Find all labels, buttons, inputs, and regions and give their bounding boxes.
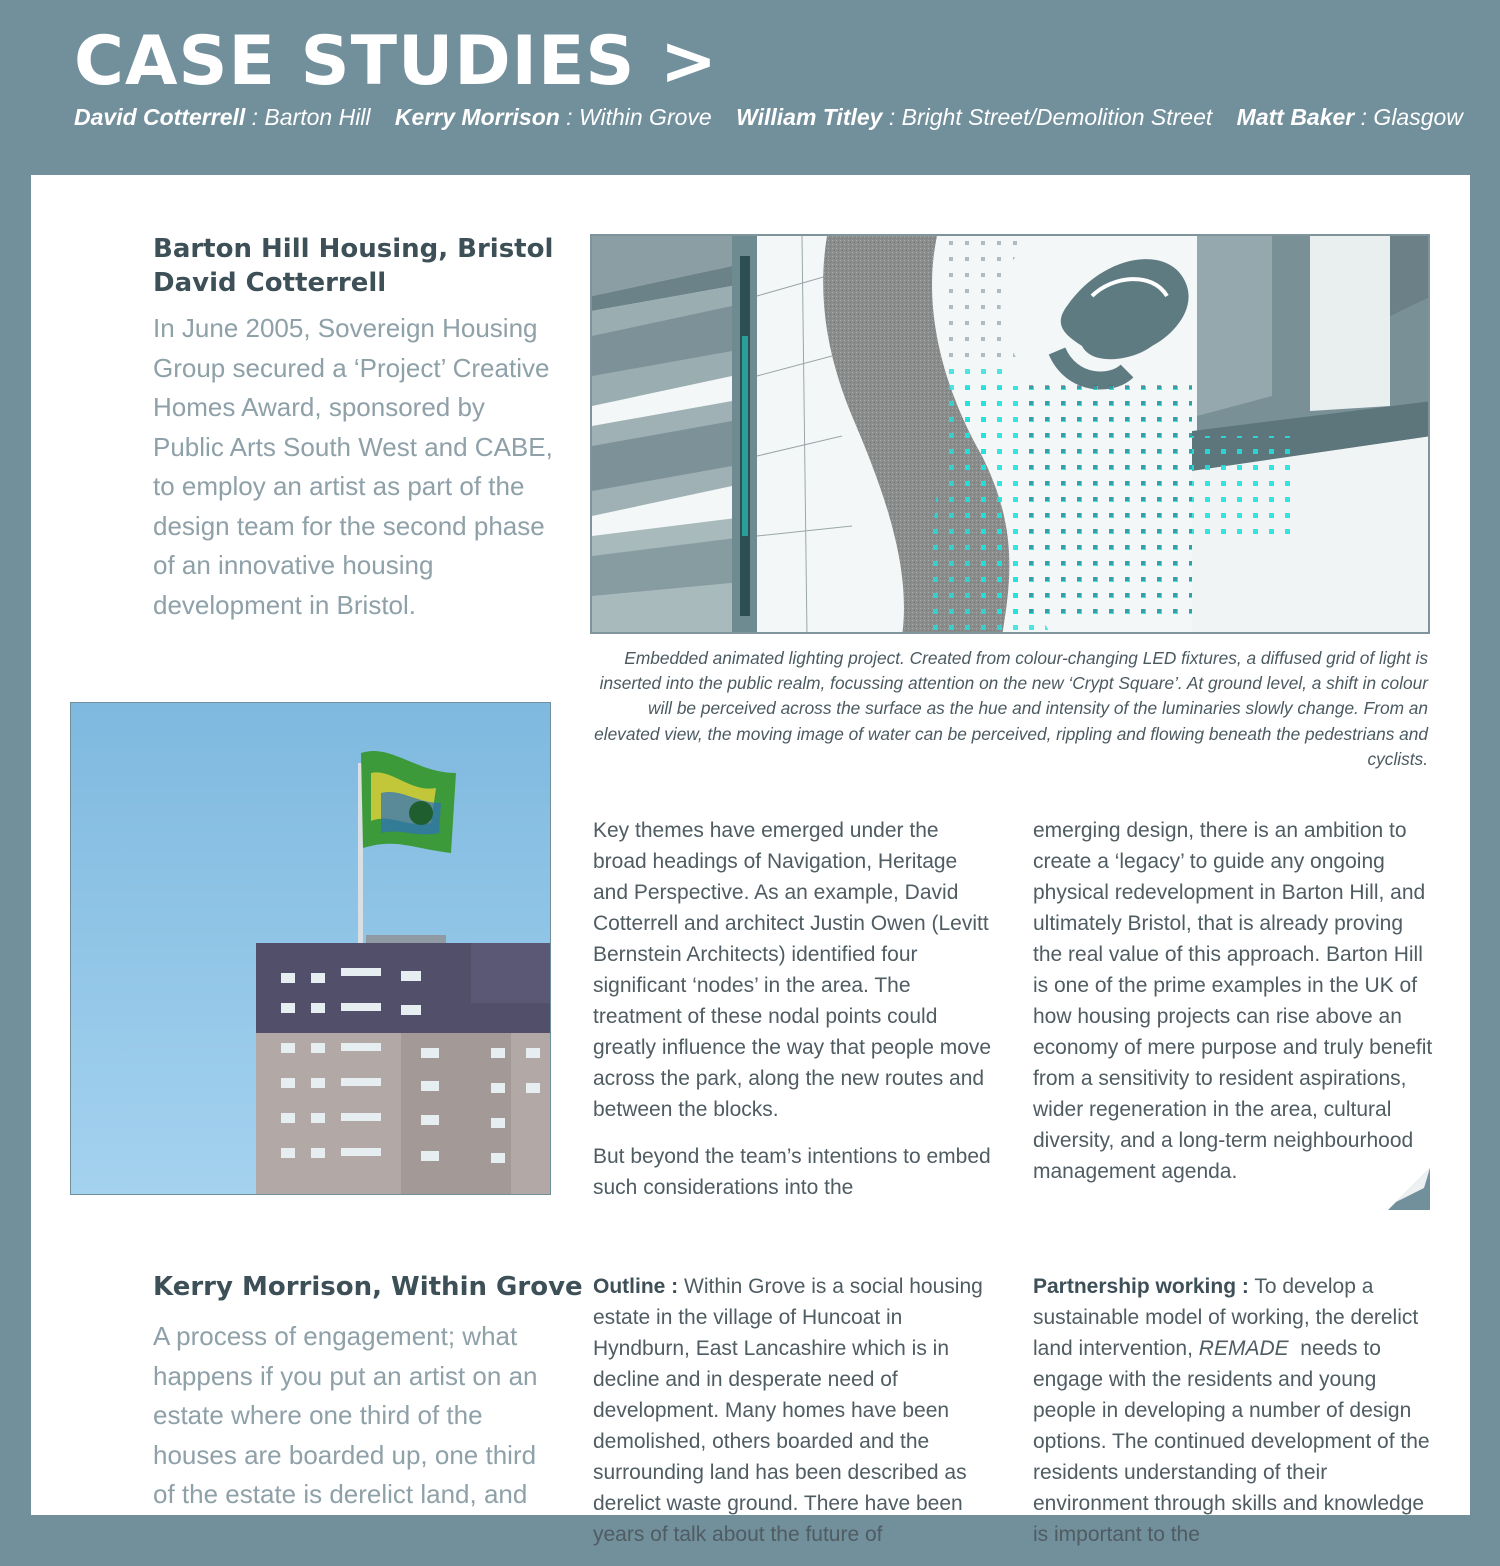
section-heading-barton-hill <box>153 232 553 300</box>
nav-link-place: : Bright Street/Demolition Street <box>882 104 1213 130</box>
outline-label: Outline : <box>593 1275 679 1298</box>
page-title: CASE STUDIES > <box>74 22 719 101</box>
page-curl-icon <box>1388 1168 1430 1210</box>
barton-body-column-2 <box>1033 815 1433 1203</box>
barton-intro-text: In June 2005, Sovereign Housing Group secured a ‘Project’ Creative Homes Award, sponsored by Public Arts South West and CABE, to employ an artist as part of the design team for the second phase of an innovative housing development in Bristol. <box>153 313 553 620</box>
nav-link-name: Matt Baker <box>1236 104 1355 130</box>
within-partnership-column <box>1033 1271 1436 1566</box>
partnership-paragraph <box>1033 1271 1436 1550</box>
nav-link-cotterrell[interactable] <box>74 104 371 130</box>
nav-link-baker[interactable] <box>1237 104 1463 130</box>
barton-body-paragraph: Key themes have emerged under the broad headings of Navigation, Heritage and Perspective. As an example, David Cotterrell and architect Justin Owen (Levitt Bernstein Architects) identified four significant ‘nodes’ in the area. The treatment of these nodal points could greatly influence the way that people move across the park, along the new routes and between the blocks. <box>593 819 992 1121</box>
nav-link-place: : Within Grove <box>559 104 712 130</box>
site-plan-image <box>590 234 1430 634</box>
site-plan-drawing <box>592 236 1430 634</box>
partnership-text: To develop a sustainable model of working, the derelict land intervention, <box>1033 1275 1419 1360</box>
site-plan-caption: Embedded animated lighting project. Created from colour-changing LED fixtures, a diffused grid of light is inserted into the public realm, focussing attention on the new ‘Crypt Square’. At ground level, a shift in colour will be perceived across the surface as the hue and intensity of the luminaries slowly change. From an elevated view, the moving image of water can be perceived, rippling and flowing beneath the pedestrians and cyclists. <box>594 648 1428 769</box>
heading-line-title: Barton Hill Housing, Bristol <box>153 234 554 264</box>
tower-flag-photo <box>70 702 551 1195</box>
nav-link-titley[interactable] <box>736 104 1212 130</box>
barton-body-paragraph: emerging design, there is an ambition to create a ‘legacy’ to guide any ongoing physical redevelopment in Barton Hill, and ultimately Bristol, that is already proving the real value of this approach. Barton Hill is one of the prime examples in the UK of how housing projects can rise above an economy of mere purpose and truly benefit from a sensitivity to resident aspirations, wider regeneration in the area, cultural diversity, and a long-term neighbourhood management agenda. <box>1033 819 1433 1183</box>
outline-text: Within Grove is a social housing estate in the village of Huncoat in Hyndburn, East Lancashire which is in decline and in desperate need of development. Many homes have been demolished, others boarded and the surrounding land has been described as derelict waste ground. There have been years of talk about the future of <box>593 1275 983 1546</box>
partnership-text-continued: needs to engage with the residents and young people in developing a number of design options. The continued development of the residents understanding of their environment through skills and knowledge is important to the <box>1033 1337 1436 1546</box>
within-outline-column <box>593 1271 993 1566</box>
nav-link-name: David Cotterrell <box>74 104 246 130</box>
nav-link-place: : Glasgow <box>1354 104 1463 130</box>
nav-link-morrison[interactable] <box>395 104 712 130</box>
partnership-label: Partnership working : <box>1033 1275 1249 1298</box>
outline-paragraph <box>593 1271 993 1550</box>
nav-link-name: William Titley <box>736 104 883 130</box>
case-study-nav <box>74 104 1481 131</box>
barton-body-paragraph: But beyond the team’s intentions to embed such considerations into the <box>593 1145 991 1199</box>
heading-line-artist: David Cotterrell <box>153 268 387 298</box>
section-heading-within-grove: Kerry Morrison, Within Grove <box>153 1272 583 1302</box>
barton-body-column-1 <box>593 815 993 1219</box>
nav-link-name: Kerry Morrison <box>394 104 560 130</box>
within-intro-text: A process of engagement; what happens if you put an artist on an estate where one third of the houses are boarded up, one third of the estate is derelict land, and <box>153 1321 538 1509</box>
remade-name: REMADE <box>1198 1337 1289 1360</box>
nav-link-place: : Barton Hill <box>245 104 371 130</box>
tower-flag-illustration <box>71 703 551 1195</box>
